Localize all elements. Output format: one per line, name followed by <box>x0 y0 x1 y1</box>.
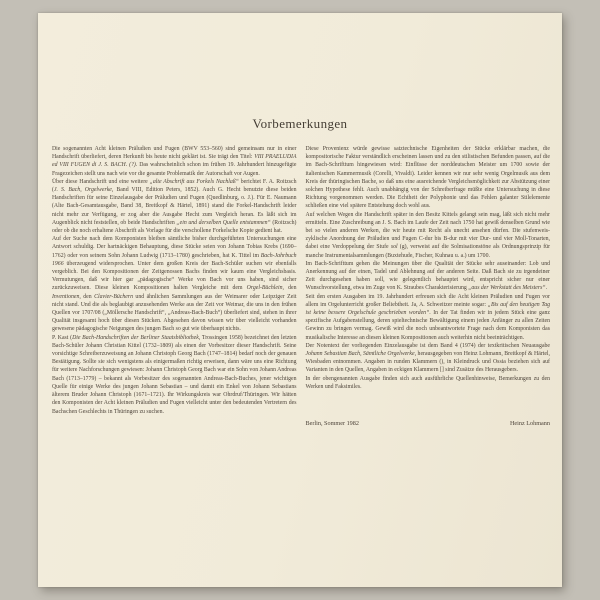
text-segment: P. Kast ( <box>52 334 73 341</box>
text-segment: , Trossingen 1958) bezeichnet den letzten Bach-Schüler Johann Christian Kittel (1732–1809) als einen der Vorbesitzer dieser Handschrift. Seine vorsichtige Schreiberzuweisung an Johann Christoph Georg Bach (1747–1814) bedarf noch der genauen Bestätigung. Sollte sie sich wenigstens als einigermaßen richtig erweisen, dann wäre uns eine Richtung für weitere Nachforschungen gewiesen: Johann Christoph Georg Bach war ein Sohn von Johann Andreas Bach (1713–1779) – bekannt als Vorbesitzer des sogenannten Andreas-Bach-Buches, jener wichtigen Quelle für einige Werke des jungen Johann Sebastian – und damit ein Enkel von Johann Sebastians älterem Bruder Johann Christoph (1671–1721). Ihr Wirkungskreis war Ohrdruf/Thüringen. Wir hätten den Komponisten der Acht kleinen Präludien und Fugen vielleicht unter den bedeutenden Vertretern des Bachschen Geschlechts in Thüringen zu suchen. <box>52 334 297 415</box>
right-column <box>306 145 551 428</box>
text-segment: , herausgegeben von Heinz Lohmann, Breitkopf & Härtel, Wiesbaden entnommen. Angaben in runden Klammern (), in Kleindruck und Ossia beziehen sich auf Varianten in den Quellen, Angaben in eckigen Klammern [] sind Zusätze des Herausgebers. <box>305 351 550 374</box>
italic-text-segment: „ein und derselben Quelle entstammen“ <box>176 219 271 226</box>
text-block <box>38 145 562 428</box>
text-segment: (Roitzsch) oder ob die noch erhaltene Abschrift als Vorlage für die verschollene Forkelsche Kopie gedient hat. <box>52 219 297 235</box>
text-segment: , den <box>79 293 95 300</box>
text-segment: und ähnlichen Sammlungen aus der Weimarer oder Leipziger Zeit nicht stand. Und die als beglaubigt anzusehenden Werke aus der Zeit vor Weimar, die uns in den frühen Quellen vor 1707/08 („Möllersche Handschrift“, „Andreas-Bach-Buch“) überliefert sind, stehen in ihrer Qualität insgesamt hoch über diesen Stücken. Abgesehen davon wissen wir über vielleicht vorhanden gewesene pädagogische Neigungen des jungen Bach so gut wie überhaupt nichts. <box>52 293 297 333</box>
text-segment: überzeugend widersprochen. Unter dem großen Kreis der Bach-Schüler suchen wir ebenfalls vergeblich. Bei den Kompositionen der Zeitgenossen Bachs finden wir kaum eine Vergleichsbasis. Vermutungen, daß wir hier gar „pädagogische“ Werke von Bach vor uns haben, sind sicher zurückzuweisen. Diese kleinen Kompositionen halten Vergleiche mit dem <box>52 260 297 292</box>
italic-text-segment: „Bis auf den heutigen Tag ist keine bessere Orgelschule geschrieben worden“ <box>305 301 551 317</box>
paragraph <box>306 342 551 375</box>
paragraph <box>306 260 551 293</box>
paragraph <box>52 334 297 416</box>
text-segment: Die sogenannten Acht kleinen Präludien und Fugen (BWV 553–560) sind gemeinsam nur in einer Handschrift überliefert, deren Herkunft bis heute nicht geklärt ist. Sie trägt den Titel: <box>52 146 297 161</box>
text-segment: Auf der Suche nach dem Komponisten bleiben sämtliche bisher durchgeführten Untersuchungen eine Antwort schuldig. Der hartnäckigen Behauptung, diese Stücke seien von Johann Tobias Krebs (1690–1762) oder von seinem Sohn Johann Ludwig (1713–1780) geschrieben, hat K. Tittel im <box>52 236 297 259</box>
italic-text-segment: J. S. Bach, Orgelwerke <box>53 187 112 194</box>
text-segment: In der obengenannten Ausgabe finden sich auch ausführliche Quellenhinweise, Bemerkungen zu den Werken und Faksimiles. <box>305 375 550 390</box>
text-segment: Im Bach-Schrifttum gehen die Meinungen über die Qualität der Stücke sehr auseinander: Lob und Anerkennung auf der einen, Tadel und Ablehnung auf der anderen Seite. Daß Bach sie zu irgendeiner Zeit durchgesehen haben soll, wie gelegentlich behauptet wird, entspricht sicher nur einer Wunschvorstellung, etwa im Zuge von K. Straubes Charakterisierung <box>305 260 550 292</box>
italic-text-segment: „aus der Werkstatt des Meisters“ <box>468 285 546 292</box>
text-segment: , den <box>282 285 297 292</box>
paragraph <box>52 235 297 333</box>
footer-place-date: Berlin, Sommer 1982 <box>305 420 359 428</box>
footer-author: Heinz Lohmann <box>509 420 550 428</box>
paragraph <box>306 211 551 260</box>
italic-text-segment: VIII PRAELUDIA ed VIII FUGEN di J. S. BACH. (?). <box>52 154 297 169</box>
text-segment: Seit den ersten Ausgaben im 19. Jahrhundert erfreuen sich die Acht kleinen Präludien und Fugen vor allem im Orgelunterricht großer Beliebtheit. Ja, A. Schweitzer meinte sogar: <box>305 293 550 308</box>
paragraph <box>306 293 551 342</box>
paragraph <box>306 375 551 391</box>
text-segment: Das wahrscheinlich schon im frühen 19. Jahrhundert hinzugefügte Fragezeichen stellt uns nach wie vor die gesamte Problematik der Autorschaft vor Augen. <box>52 162 297 177</box>
left-column <box>52 145 297 428</box>
book-page <box>38 13 562 587</box>
text-segment: . <box>545 285 548 292</box>
italic-text-segment: Die Bach-Handschriften der Berliner Staatsbibliothek <box>72 334 199 341</box>
page-title: Vorbemerkungen <box>252 116 348 131</box>
footer <box>306 420 551 428</box>
italic-text-segment: Clavier-Büchern <box>94 293 133 300</box>
italic-text-segment: Orgel-Büchlein <box>246 285 283 292</box>
text-segment: Der Notentext der vorliegenden Einzelausgabe ist dem Band 4 (1974) der textkritischen Neuausgabe <box>305 342 550 349</box>
text-segment: Diese Provenienz würde gewisse satztechnische Eigenheiten der Stücke erklärbar machen, die kompositorische Faktur verständlich erscheinen lassen und zu den stilistischen Befunden passen, auf die im Bach-Schrifttum hingewiesen wird: Einflüsse der norddeutschen Meister um 1700 sowie der italienischen Kammermusik (Corelli, Vivaldi). Leider kennen wir nur sehr wenig Orgelmusik aus dem Kreis der thüringischen Bache, so daß uns eine ausreichende Vergleichsmöglichkeit zur Abstützung einer solchen Hypothese fehlt. Auch unabhängig von der Schreiberfrage müßte eine Untersuchung in diese Richtung vorgenommen werden. Die Echtheit der Polyphonie und das Fehlen galanter Stilelemente schließen eine viel spätere Entstehung doch wohl aus. <box>305 146 550 210</box>
italic-text-segment: Johann Sebastian Bach, Sämtliche Orgelwerke <box>305 351 415 358</box>
italic-text-segment: „alte Abschrift aus Forkels Nachlaß“ <box>149 178 239 185</box>
italic-text-segment: sol <box>390 244 398 251</box>
paragraph <box>306 145 551 211</box>
text-segment: Auf welchen Wegen die Handschrift später in den Besitz Kittels gelangt sein mag, läßt sich nicht mehr ermitteln. Eine Zuschreibung an J. S. Bach im Laufe der Zeit nach 1750 hat gewiß denselben Grund wie bei so vielen anderen Werken, die wir heute mit Recht als unecht ansehen dürfen. Die stufenweis-zyklische Anordnung der Präludien und Fugen C-dur bis B-dur mit vier Dur- und vier Moll-Tonarten, dabei eine Verdoppelung der Stufe <box>305 211 550 251</box>
text-segment: , Band VIII, Edition Peters, 1852). Auch G. Hecht benutzte diese beiden Handschriften für seine Einzelausgabe der Präludien und Fugen (Quedlinburg, o. J.). Für E. Naumann (Alte Bach-Gesamtausgabe, Band 38, Breitkopf & Härtel, 1891) stand die Forkel-Handschrift leider nicht mehr zur Verfügung, er zog aber die Ausgabe Hecht zum Vergleich heran. Es läßt sich im Augenblick nicht feststellen, ob beide Handschriften <box>52 187 297 226</box>
italic-text-segment: Bach-Jahrbuch 1966 <box>52 252 297 267</box>
text-segment: Über diese Handschrift und eine weitere <box>52 178 150 185</box>
text-segment: berichtet F. A. Roitzsch ( <box>52 178 297 194</box>
text-segment: . In der Tat finden wir in jedem Stück eine ganz spezifische Aufgabenstellung, deren spieltechnische Bewältigung einem jeden Anfänger zu allen Zeiten Gewinn zu bringen vermag. Gewiß wird die noch unbeantwortete Frage nach dem Komponisten das musikalische Interesse an diesen kleinen Kompositionen auch weiterhin nicht beeinträchtigen. <box>305 310 550 341</box>
paragraph <box>52 145 297 178</box>
text-segment: (g), verweist auf die Solmisationstöne als Ordnungsprinzip für manche Instrumentalsammlungen (Buxtehude, Fischer, Kuhnau u. a.) um 1700. <box>305 244 550 259</box>
paragraph <box>52 178 297 235</box>
italic-text-segment: Inventionen <box>52 293 80 300</box>
